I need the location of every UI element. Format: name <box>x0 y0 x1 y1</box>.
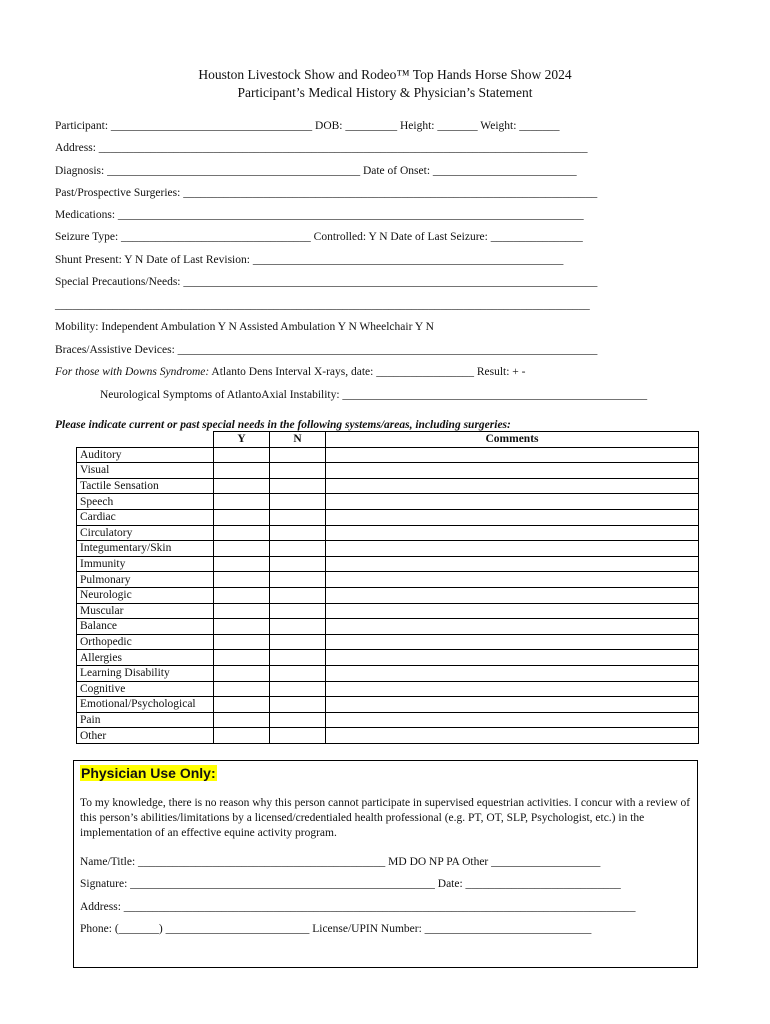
row-y-cell[interactable] <box>214 665 270 681</box>
table-row <box>77 728 699 744</box>
row-n-cell[interactable] <box>270 556 326 572</box>
row-comments-cell[interactable] <box>326 603 699 619</box>
row-label: Allergies <box>77 650 214 666</box>
row-label: Cardiac <box>77 509 214 525</box>
row-y-cell[interactable] <box>214 541 270 557</box>
braces-line[interactable]: Braces/Assistive Devices: _________________________________________________________________________ <box>55 344 598 356</box>
row-n-cell[interactable] <box>270 634 326 650</box>
form-title: Houston Livestock Show and Rodeo™ Top Hands Horse Show 2024 <box>198 67 572 82</box>
precautions-continued-line[interactable]: _____________________________________________________________________________________________ <box>55 299 590 311</box>
row-n-cell[interactable] <box>270 587 326 603</box>
row-y-cell[interactable] <box>214 650 270 666</box>
row-n-cell[interactable] <box>270 494 326 510</box>
downs-xray-field[interactable]: Atlanto Dens Interval X-rays, date: _________________ Result: + - <box>209 366 526 378</box>
row-label: Cognitive <box>77 681 214 697</box>
row-y-cell[interactable] <box>214 463 270 479</box>
row-comments-cell[interactable] <box>326 525 699 541</box>
row-y-cell[interactable] <box>214 619 270 635</box>
table-row <box>77 556 699 572</box>
row-label: Tactile Sensation <box>77 478 214 494</box>
row-label: Pain <box>77 712 214 728</box>
mobility-line[interactable]: Mobility: Independent Ambulation Y N Assisted Ambulation Y N Wheelchair Y N <box>55 321 434 333</box>
table-row <box>77 634 699 650</box>
row-comments-cell[interactable] <box>326 634 699 650</box>
col-y-header: Y <box>214 432 270 448</box>
neuro-symptoms-line[interactable]: Neurological Symptoms of AtlantoAxial Instability: _____________________________________________________ <box>100 389 648 401</box>
row-y-cell[interactable] <box>214 728 270 744</box>
row-label: Learning Disability <box>77 665 214 681</box>
table-row <box>77 478 699 494</box>
row-label: Integumentary/Skin <box>77 541 214 557</box>
row-y-cell[interactable] <box>214 556 270 572</box>
downs-line[interactable] <box>55 366 525 378</box>
table-row <box>77 587 699 603</box>
row-y-cell[interactable] <box>214 681 270 697</box>
address-line[interactable]: Address: _____________________________________________________________________________________ <box>55 142 588 154</box>
row-n-cell[interactable] <box>270 681 326 697</box>
row-label: Immunity <box>77 556 214 572</box>
table-row <box>77 541 699 557</box>
row-comments-cell[interactable] <box>326 463 699 479</box>
row-n-cell[interactable] <box>270 712 326 728</box>
table-row <box>77 572 699 588</box>
row-n-cell[interactable] <box>270 447 326 463</box>
table-row <box>77 619 699 635</box>
row-comments-cell[interactable] <box>326 587 699 603</box>
row-y-cell[interactable] <box>214 634 270 650</box>
row-n-cell[interactable] <box>270 619 326 635</box>
row-comments-cell[interactable] <box>326 650 699 666</box>
row-comments-cell[interactable] <box>326 509 699 525</box>
row-label: Balance <box>77 619 214 635</box>
row-label: Neurologic <box>77 587 214 603</box>
table-row <box>77 509 699 525</box>
row-comments-cell[interactable] <box>326 697 699 713</box>
table-row <box>77 665 699 681</box>
table-row <box>77 650 699 666</box>
physician-phone-line[interactable]: Phone: (_______) _________________________ License/UPIN Number: _____________________________ <box>80 923 592 935</box>
row-y-cell[interactable] <box>214 478 270 494</box>
row-label: Circulatory <box>77 525 214 541</box>
table-row <box>77 681 699 697</box>
row-comments-cell[interactable] <box>326 712 699 728</box>
physician-title: Physician Use Only: <box>81 765 216 781</box>
row-label: Auditory <box>77 447 214 463</box>
physician-name-line[interactable]: Name/Title: ___________________________________________ MD DO NP PA Other ___________________ <box>80 856 601 868</box>
table-corner <box>77 432 214 448</box>
physician-signature-line[interactable]: Signature: _____________________________________________________ Date: ___________________________ <box>80 878 621 890</box>
row-n-cell[interactable] <box>270 603 326 619</box>
table-row <box>77 447 699 463</box>
table-row <box>77 603 699 619</box>
row-comments-cell[interactable] <box>326 556 699 572</box>
form-subtitle: Participant’s Medical History & Physician’s Statement <box>237 85 533 100</box>
table-row <box>77 525 699 541</box>
row-n-cell[interactable] <box>270 697 326 713</box>
col-n-header: N <box>270 432 326 448</box>
seizure-line[interactable]: Seizure Type: _________________________________ Controlled: Y N Date of Last Seizure: ________________ <box>55 231 583 243</box>
row-y-cell[interactable] <box>214 509 270 525</box>
row-comments-cell[interactable] <box>326 447 699 463</box>
physician-statement: To my knowledge, there is no reason why this person cannot participate in supervised equestrian activities. I concur with a review of this person’s abilities/limitations by a licensed/credentialed health professional (e.g. PT, OT, SLP, Psychologist, etc.) in the implementation of an effective equine activity program. <box>80 797 691 839</box>
surgeries-line[interactable]: Past/Prospective Surgeries: ________________________________________________________________________ <box>55 187 598 199</box>
row-label: Speech <box>77 494 214 510</box>
special-needs-table <box>76 431 699 744</box>
row-y-cell[interactable] <box>214 525 270 541</box>
special-needs-heading: Please indicate current or past special needs in the following systems/areas, including surgeries: <box>55 419 511 431</box>
col-comments-header: Comments <box>326 432 699 448</box>
row-n-cell[interactable] <box>270 572 326 588</box>
medications-line[interactable]: Medications: _________________________________________________________________________________ <box>55 209 584 221</box>
table-row <box>77 463 699 479</box>
row-comments-cell[interactable] <box>326 619 699 635</box>
downs-label: For those with Downs Syndrome: <box>55 366 210 378</box>
row-comments-cell[interactable] <box>326 541 699 557</box>
row-label: Visual <box>77 463 214 479</box>
row-n-cell[interactable] <box>270 463 326 479</box>
table-row <box>77 712 699 728</box>
row-label: Orthopedic <box>77 634 214 650</box>
row-comments-cell[interactable] <box>326 728 699 744</box>
table-row <box>77 494 699 510</box>
row-n-cell[interactable] <box>270 478 326 494</box>
participant-line[interactable]: Participant: ___________________________________ DOB: _________ Height: _______ Weight: _______ <box>55 120 560 132</box>
row-comments-cell[interactable] <box>326 478 699 494</box>
table-row <box>77 697 699 713</box>
row-y-cell[interactable] <box>214 572 270 588</box>
row-n-cell[interactable] <box>270 650 326 666</box>
row-label: Other <box>77 728 214 744</box>
physician-box <box>73 760 698 968</box>
row-n-cell[interactable] <box>270 509 326 525</box>
row-comments-cell[interactable] <box>326 494 699 510</box>
row-y-cell[interactable] <box>214 587 270 603</box>
row-y-cell[interactable] <box>214 494 270 510</box>
row-label: Pulmonary <box>77 572 214 588</box>
row-y-cell[interactable] <box>214 603 270 619</box>
row-comments-cell[interactable] <box>326 572 699 588</box>
precautions-line[interactable]: Special Precautions/Needs: ________________________________________________________________________ <box>55 276 598 288</box>
row-comments-cell[interactable] <box>326 681 699 697</box>
row-label: Emotional/Psychological <box>77 697 214 713</box>
row-y-cell[interactable] <box>214 697 270 713</box>
row-comments-cell[interactable] <box>326 665 699 681</box>
row-n-cell[interactable] <box>270 541 326 557</box>
row-n-cell[interactable] <box>270 728 326 744</box>
row-n-cell[interactable] <box>270 665 326 681</box>
row-n-cell[interactable] <box>270 525 326 541</box>
row-y-cell[interactable] <box>214 447 270 463</box>
diagnosis-line[interactable]: Diagnosis: ____________________________________________ Date of Onset: _________________________ <box>55 165 577 177</box>
row-y-cell[interactable] <box>214 712 270 728</box>
shunt-line[interactable]: Shunt Present: Y N Date of Last Revision: ______________________________________________________ <box>55 254 564 266</box>
physician-address-line[interactable]: Address: _________________________________________________________________________________________ <box>80 901 636 913</box>
row-label: Muscular <box>77 603 214 619</box>
